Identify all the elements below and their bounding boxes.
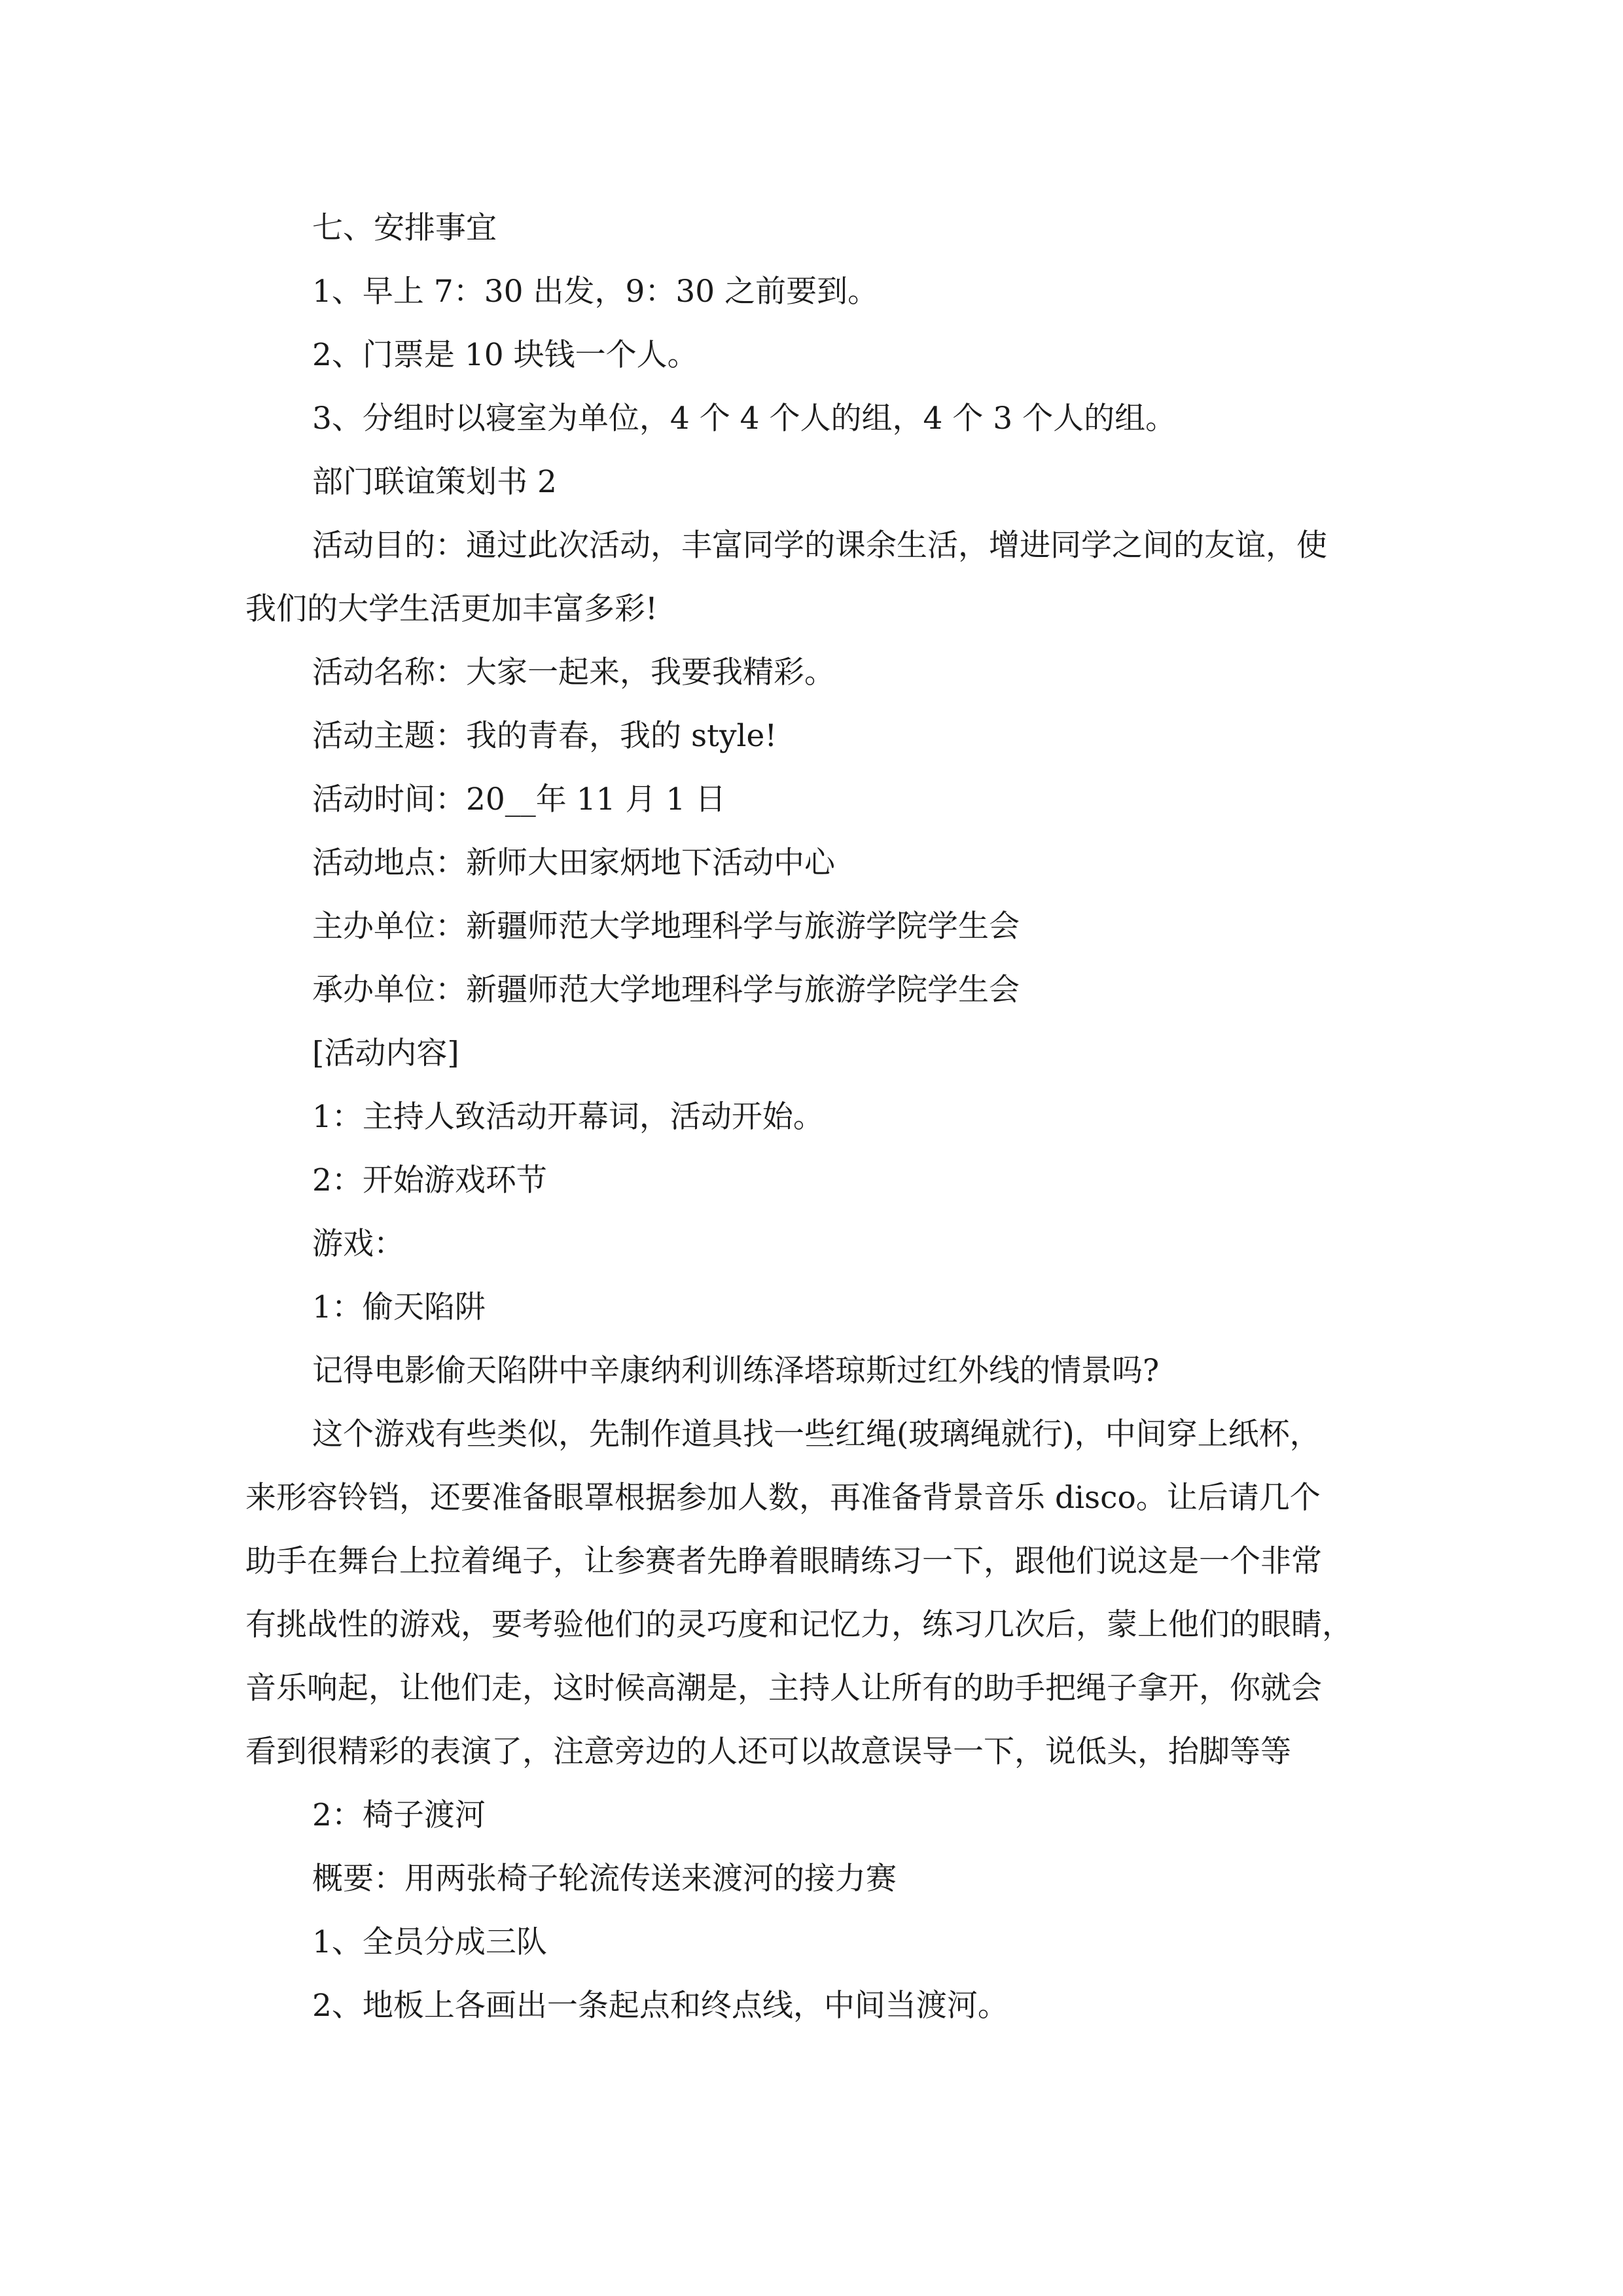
paragraph-line: 1：偷天陷阱 <box>312 1289 486 1325</box>
paragraph-line: 活动地点：新师大田家炳地下活动中心 <box>312 845 835 881</box>
paragraph-line: 看到很精彩的表演了，注意旁边的人还可以故意误导一下，说低头，抬脚等等 <box>245 1734 1291 1770</box>
paragraph-line: 3、分组时以寝室为单位，4 个 4 个人的组，4 个 3 个人的组。 <box>312 401 1177 437</box>
paragraph-line: 活动主题：我的青春，我的 style! <box>312 718 777 754</box>
paragraph-line: 1、早上 7：30 出发，9：30 之前要到。 <box>312 274 879 310</box>
paragraph-line: 2：椅子渡河 <box>312 1797 486 1833</box>
paragraph-line: 1：主持人致活动开幕词，活动开始。 <box>312 1099 824 1135</box>
paragraph-line: 音乐响起，让他们走，这时候高潮是，主持人让所有的助手把绳子拿开，你就会 <box>245 1670 1322 1706</box>
paragraph-line: 记得电影偷天陷阱中辛康纳利训练泽塔琼斯过红外线的情景吗? <box>312 1353 1160 1389</box>
paragraph-line: 游戏： <box>312 1226 404 1262</box>
section-heading: 七、安排事宜 <box>312 210 497 246</box>
paragraph-line: 活动时间：20__年 11 月 1 日 <box>312 781 726 817</box>
paragraph-line: 主办单位：新疆师范大学地理科学与旅游学院学生会 <box>312 908 1020 944</box>
paragraph-line: 2：开始游戏环节 <box>312 1162 547 1198</box>
paragraph-line: 活动名称：大家一起来，我要我精彩。 <box>312 655 835 691</box>
document-body <box>245 196 1397 2037</box>
section-heading: [活动内容] <box>312 1035 459 1071</box>
paragraph-line: 我们的大学生活更加丰富多彩! <box>245 591 658 627</box>
paragraph-line: 概要：用两张椅子轮流传送来渡河的接力赛 <box>312 1861 897 1897</box>
paragraph-line: 活动目的：通过此次活动，丰富同学的课余生活，增进同学之间的友谊，使 <box>312 528 1327 564</box>
paragraph-line: 这个游戏有些类似，先制作道具找一些红绳(玻璃绳就行)，中间穿上纸杯， <box>312 1416 1321 1452</box>
paragraph-line: 有挑战性的游戏，要考验他们的灵巧度和记忆力，练习几次后，蒙上他们的眼睛， <box>245 1607 1353 1643</box>
paragraph-line: 1、全员分成三队 <box>312 1924 547 1960</box>
paragraph-line: 2、门票是 10 块钱一个人。 <box>312 337 698 373</box>
paragraph-line: 助手在舞台上拉着绳子，让参赛者先睁着眼睛练习一下，跟他们说这是一个非常 <box>245 1543 1322 1579</box>
document-title: 部门联谊策划书 2 <box>312 464 557 500</box>
paragraph-line: 承办单位：新疆师范大学地理科学与旅游学院学生会 <box>312 972 1020 1008</box>
paragraph-line: 来形容铃铛，还要准备眼罩根据参加人数，再准备背景音乐 disco。让后请几个 <box>245 1480 1321 1516</box>
paragraph-line: 2、地板上各画出一条起点和终点线，中间当渡河。 <box>312 1988 1008 2024</box>
